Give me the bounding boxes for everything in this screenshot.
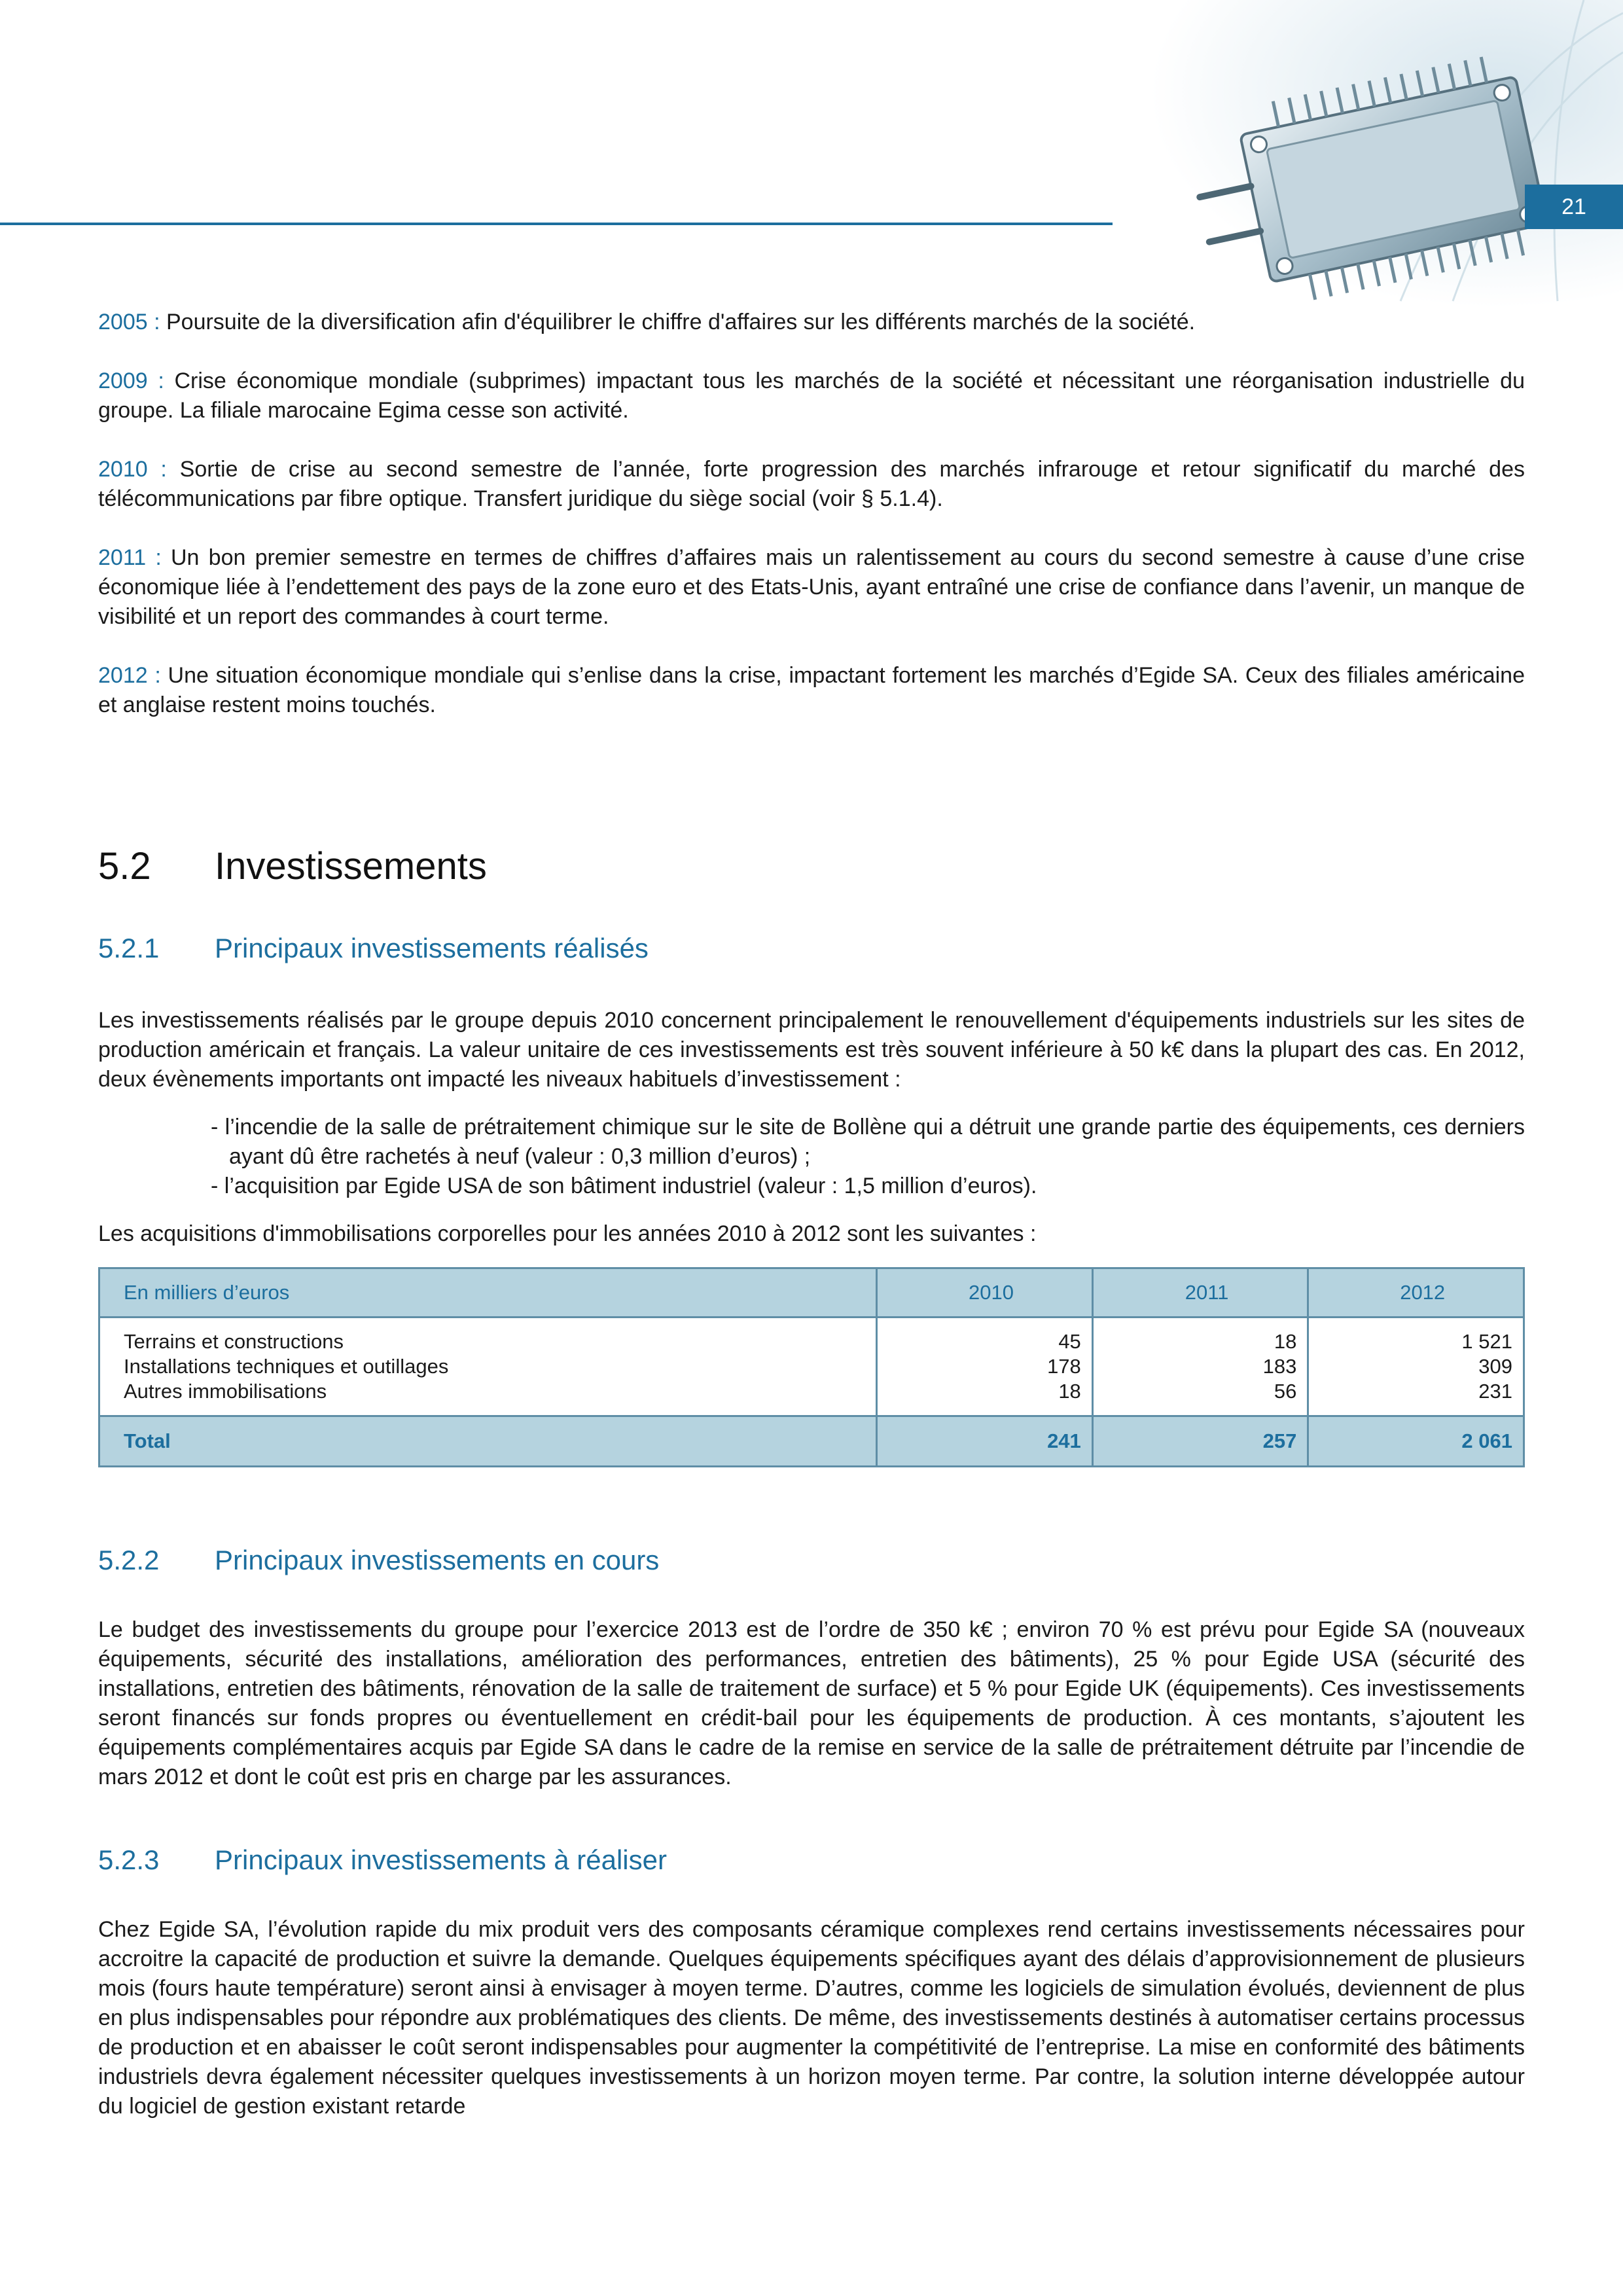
history-2009	[98, 367, 1525, 425]
table-intro: Les acquisitions d'immobilisations corporelles pour les années 2010 à 2012 sont les suivantes :	[98, 1221, 1037, 1246]
cell-value: 183	[1262, 1355, 1297, 1378]
table-header-cell: 2010	[877, 1268, 1093, 1318]
table-header-cell: En milliers d’euros	[99, 1268, 877, 1318]
history-text: Crise économique mondiale (subprimes) impactant tous les marchés de la société et nécessitant une réorganisation industrielle du groupe. La filiale marocaine Egima cesse son activité.	[98, 368, 1525, 423]
total-value: 2 061	[1308, 1416, 1524, 1467]
list-item: - l’incendie de la salle de prétraitement chimique sur le site de Bollène qui a détruit une grande partie des équipements, ces derniers ayant dû être rachetés à neuf (valeur : 0,3 million d’euros) ;	[211, 1115, 1525, 1169]
row-label: Terrains et constructions	[124, 1330, 344, 1353]
subsection-title: Principaux investissements réalisés	[215, 933, 649, 963]
main-content	[98, 308, 1525, 2151]
table-label-cell	[99, 1318, 877, 1416]
table-value-cell	[877, 1318, 1093, 1416]
subsection-title: Principaux investissements en cours	[215, 1545, 660, 1575]
cell-value: 178	[1047, 1355, 1081, 1378]
section-number: 5.2	[98, 845, 151, 888]
subsection-number: 5.2.1	[98, 933, 160, 963]
history-year: 2009 :	[98, 368, 164, 393]
header-package-illustration	[1126, 0, 1623, 308]
cell-value: 18	[1274, 1330, 1297, 1353]
investments-in-progress-text: Le budget des investissements du groupe pour l’exercice 2013 est de l’ordre de 350 k€ ; environ 70 % est prévu pour Egide SA (nouveaux équipements, sécurité des installations, amélioration des performances, entretien des bâtiments), 25 % pour Egide USA (sécurité des installations, entretien des bâtiments, rénovation de la salle de traitement de surface) et 5 % pour Egide UK (équipements). Ces investissements seront financés sur fonds propres ou éventuellement en crédit-bail pour les équipements de production. À ces montants, s’ajoutent les équipements complémentaires acquis par Egide SA dans le cadre de la remise en service de la salle de prétraitement détruite par l’incendie de mars 2012 et dont le coût est pris en charge par les assurances.	[98, 1617, 1525, 1789]
history-text: Un bon premier semestre en termes de chiffres d’affaires mais un ralentissement au cours du second semestre à cause d’une crise économique liée à l’endettement des pays de la zone euro et des Etats-Unis, ayant entraîné une crise de confiance dans l’avenir, un manque de visibilité et un report des commandes à court terme.	[98, 545, 1525, 629]
page-number: 21	[1525, 185, 1623, 229]
table-value-cell	[1092, 1318, 1308, 1416]
cell-value: 1 521	[1461, 1330, 1512, 1353]
subsection-number: 5.2.2	[98, 1545, 160, 1575]
cell-value: 18	[1058, 1380, 1081, 1403]
row-label: Installations techniques et outillages	[124, 1355, 449, 1378]
history-2010	[98, 455, 1525, 514]
history-2012	[98, 661, 1525, 720]
header-rule	[0, 223, 1113, 225]
cell-value: 309	[1478, 1355, 1512, 1378]
table-body-row	[99, 1318, 1524, 1416]
history-year: 2005 :	[98, 310, 160, 334]
table-header-cell: 2012	[1308, 1268, 1524, 1318]
history-year: 2011 :	[98, 545, 162, 570]
history-year: 2012 :	[98, 663, 161, 688]
total-value: 257	[1092, 1416, 1308, 1467]
history-text: Poursuite de la diversification afin d'équilibrer le chiffre d'affaires sur les différents marchés de la société.	[160, 310, 1196, 334]
row-label: Autres immobilisations	[124, 1380, 327, 1403]
history-text: Une situation économique mondiale qui s’enlise dans la crise, impactant fortement les marchés d’Egide SA. Ceux des filiales américaine et anglaise restent moins touchés.	[98, 663, 1525, 717]
table-header-cell: 2011	[1092, 1268, 1308, 1318]
investments-intro: Les investissements réalisés par le groupe depuis 2010 concernent principalement le renouvellement d'équipements industriels sur les sites de production américain et français. La valeur unitaire de ces investissements est très souvent inférieure à 50 k€ dans la plupart des cas. En 2012, deux évènements importants ont impacté les niveaux habituels d’investissement :	[98, 1008, 1525, 1092]
section-title: Investissements	[215, 845, 487, 888]
subsection-heading-5-2-3	[98, 1844, 1525, 1876]
history-2011	[98, 543, 1525, 632]
future-investments-text: Chez Egide SA, l’évolution rapide du mix produit vers des composants céramique complexes rend certains investissements nécessaires pour accroitre la capacité de production et suivre la demande. Quelques équipements spécifiques ayant des délais d’approvisionnement de plusieurs mois (fours haute température) seront ainsi à envisager à moyen terme. D’autres, comme les logiciels de simulation évolués, deviennent de plus en plus indispensables pour répondre aux problématiques des clients. De même, des investissements destinés à automatiser certains processus de production et en abaisser le coût seront indispensables pour augmenter la compétitivité de l’entreprise. La mise en conformité des bâtiments industriels devra également nécessiter quelques investissements à un horizon moyen terme. Par contre, la solution interne développée autour du logiciel de gestion existant retarde	[98, 1917, 1525, 2119]
table-header-row	[99, 1268, 1524, 1318]
table-value-cell	[1308, 1318, 1524, 1416]
list-item: - l’acquisition par Egide USA de son bâtiment industriel (valeur : 1,5 million d’euros).	[211, 1174, 1037, 1198]
events-list	[98, 1113, 1525, 1201]
section-heading	[98, 844, 1525, 888]
total-label: Total	[99, 1416, 877, 1467]
total-value: 241	[877, 1416, 1093, 1467]
subsection-title: Principaux investissements à réaliser	[215, 1844, 667, 1875]
history-2005	[98, 308, 1525, 337]
cell-value: 231	[1478, 1380, 1512, 1403]
subsection-heading-5-2-2	[98, 1545, 1525, 1576]
subsection-heading-5-2-1	[98, 933, 1525, 964]
table-total-row	[99, 1416, 1524, 1467]
investments-table	[98, 1267, 1525, 1467]
cell-value: 45	[1058, 1330, 1081, 1353]
cell-value: 56	[1274, 1380, 1297, 1403]
subsection-number: 5.2.3	[98, 1844, 160, 1875]
history-text: Sortie de crise au second semestre de l’année, forte progression des marchés infrarouge et retour significatif du marché des télécommunications par fibre optique. Transfert juridique du siège social (voir § 5.1.4).	[98, 457, 1525, 511]
history-year: 2010 :	[98, 457, 167, 482]
